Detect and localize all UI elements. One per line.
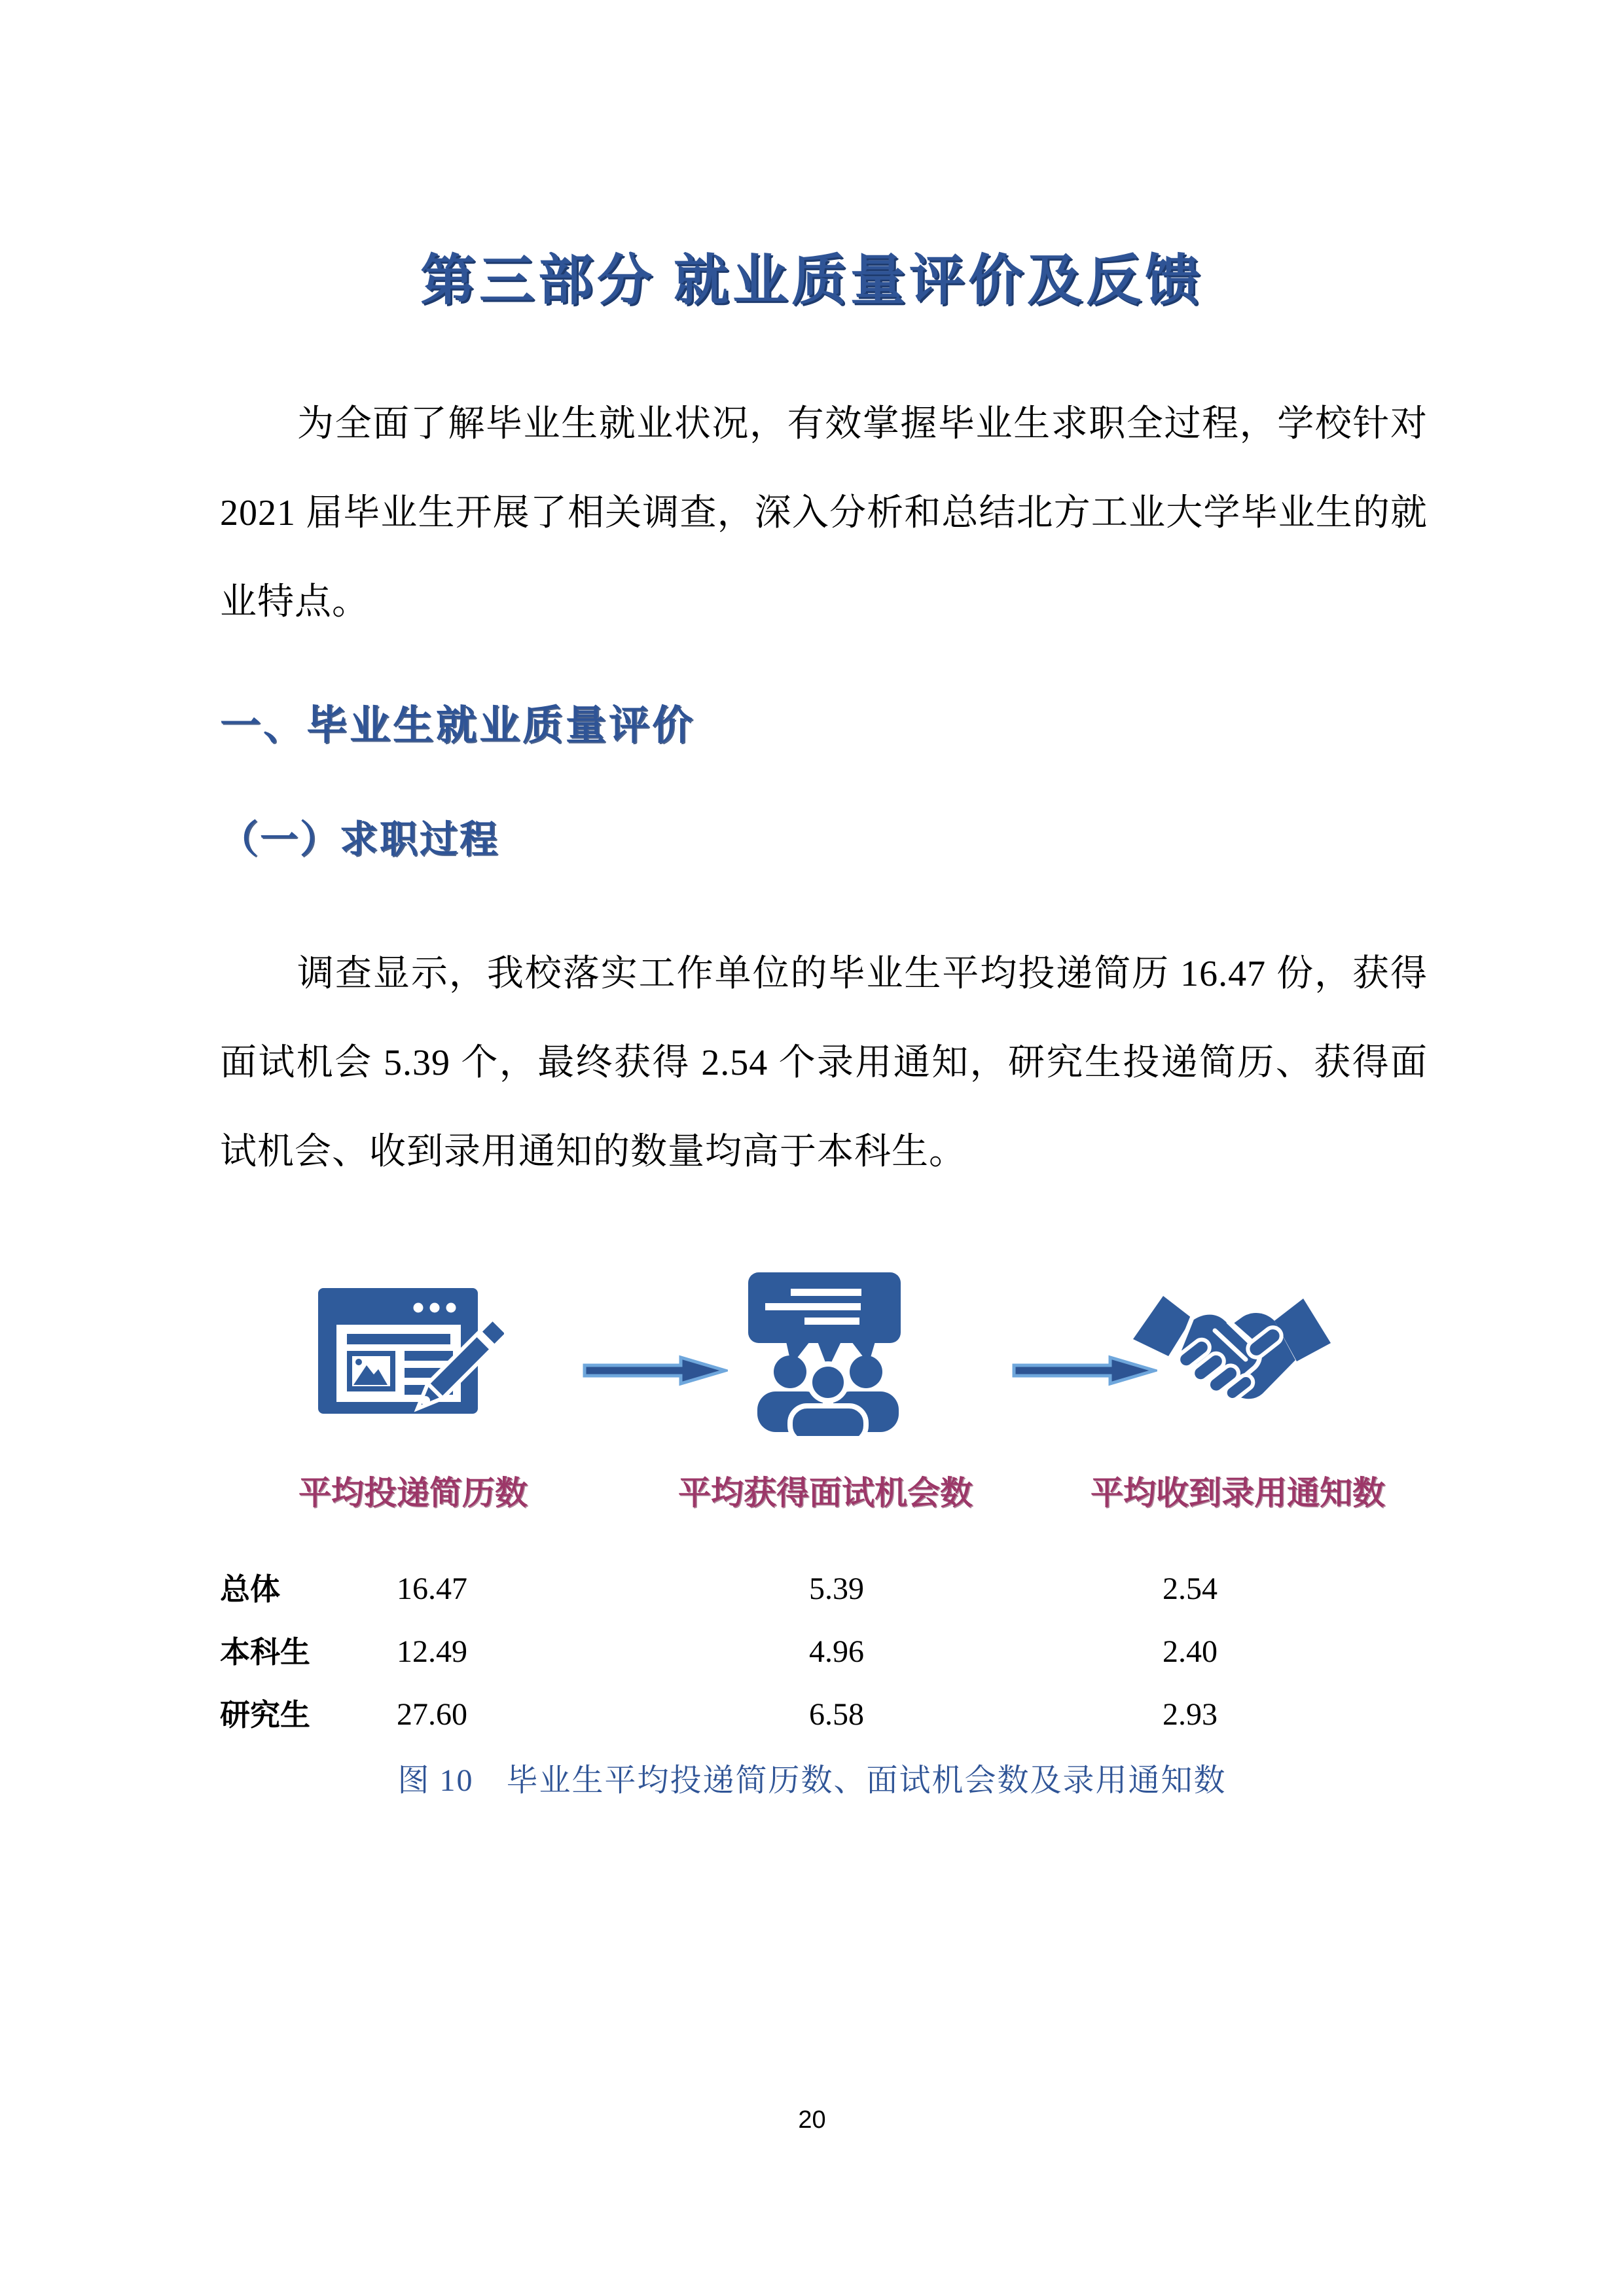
figure-labels-row (0, 1473, 1624, 1513)
cell-offers: 2.40 (1163, 1634, 1218, 1669)
figure-data-table (220, 1558, 1624, 1746)
table-row (220, 1683, 1624, 1746)
intro-paragraph: 为全面了解毕业生就业状况，有效掌握毕业生求职全过程，学校针对 2021 届毕业生开展了相关调查，深入分析和总结北方工业大学毕业生的就业特点。 (220, 404, 1428, 622)
figure-label-resumes: 平均投递简历数 (298, 1475, 528, 1511)
process-figure (0, 1272, 1624, 1801)
arrow-right-icon (583, 1355, 728, 1386)
row-label-undergrad: 本科生 (220, 1635, 310, 1669)
cell-resumes: 16.47 (397, 1571, 467, 1606)
cell-offers: 2.93 (1163, 1697, 1218, 1732)
row-label-overall: 总体 (220, 1572, 280, 1606)
page-title: 第三部分 就业质量评价及反馈 (420, 251, 1204, 312)
handshake-icon (1130, 1283, 1334, 1401)
figure-label-interviews: 平均获得面试机会数 (678, 1475, 973, 1511)
row-label-postgrad: 研究生 (220, 1698, 310, 1732)
figure-label-offers: 平均收到录用通知数 (1091, 1475, 1385, 1511)
subsection-heading: （一）求职过程 (220, 818, 500, 861)
cell-interviews: 6.58 (809, 1697, 864, 1732)
cell-resumes: 12.49 (397, 1634, 467, 1669)
section-heading: 一、毕业生就业质量评价 (220, 704, 696, 748)
survey-paragraph: 调查显示，我校落实工作单位的毕业生平均投递简历 16.47 份，获得面试机会 5.39 个，最终获得 2.54 个录用通知，研究生投递简历、获得面试机会、收到录用通知的数量均高于本科生。 (220, 954, 1428, 1172)
interview-icon (748, 1272, 905, 1436)
page-number: 20 (798, 2106, 826, 2134)
cell-offers: 2.54 (1163, 1571, 1218, 1606)
resume-icon (318, 1288, 504, 1416)
figure-caption: 图 10 毕业生平均投递简历数、面试机会数及录用通知数 (397, 1763, 1227, 1798)
cell-interviews: 4.96 (809, 1634, 864, 1669)
figure-icons-row (0, 1272, 1624, 1436)
table-row (220, 1621, 1624, 1683)
table-row (220, 1558, 1624, 1621)
cell-interviews: 5.39 (809, 1571, 864, 1606)
cell-resumes: 27.60 (397, 1697, 467, 1732)
